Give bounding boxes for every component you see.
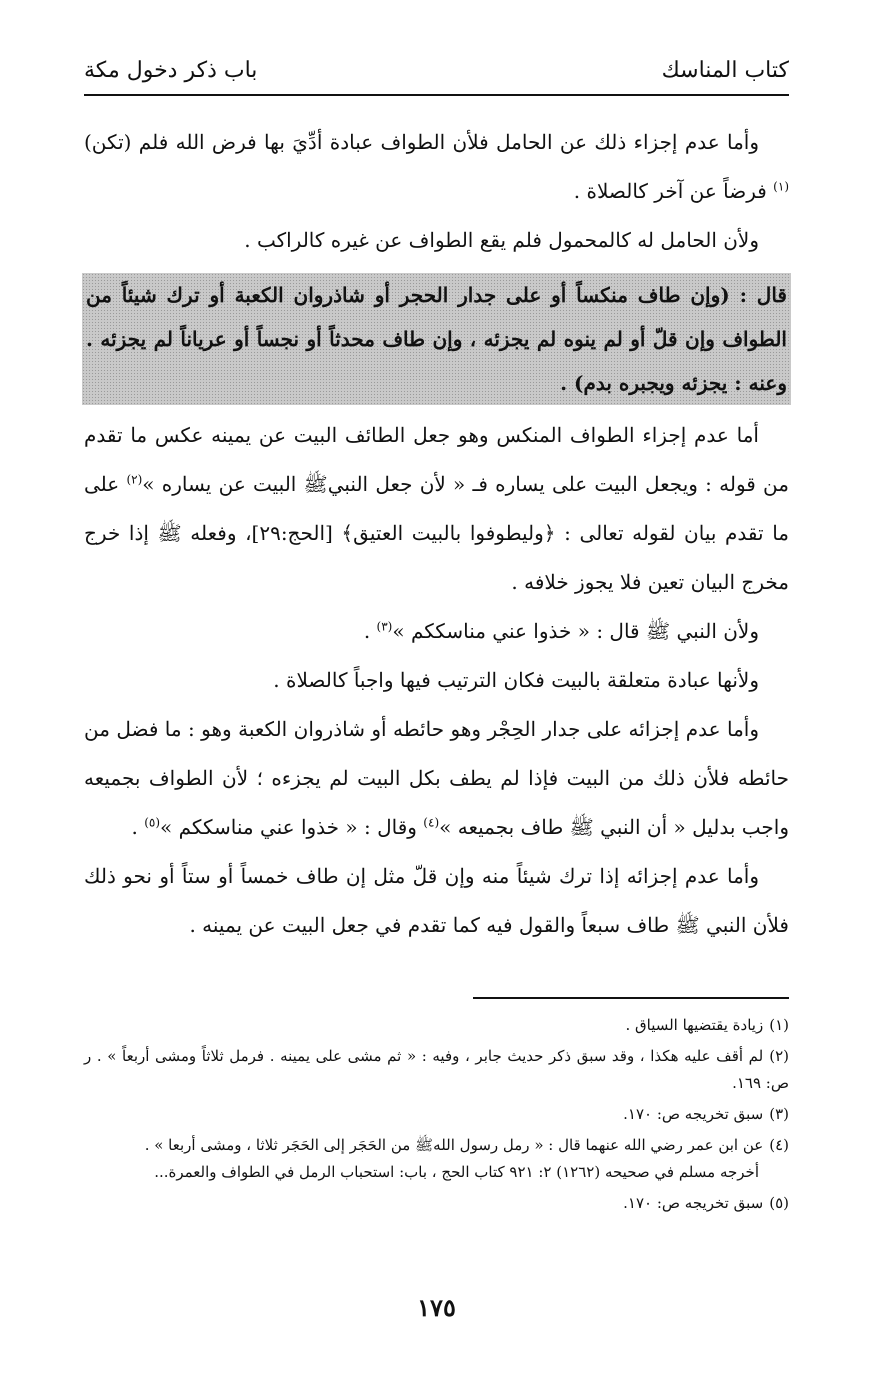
paragraph-3-text-a: أما عدم إجزاء الطواف المنكس وهو جعل الطائف البيت عن يمينه عكس ما تقدم من قوله : ويجعل البيت على يساره فـ « لأن جعل النبيﷺ البيت عن يساره » bbox=[84, 423, 789, 496]
footnote-4-continuation: أخرجه مسلم في صحيحه (١٢٦٢) ٢: ٩٢١ كتاب الحج ، باب: استحباب الرمل في الطواف والعمرة... bbox=[154, 1163, 759, 1181]
footnote-ref-3: (٣) bbox=[376, 619, 393, 634]
paragraph-1 bbox=[84, 118, 789, 216]
paragraph-4-text-b: . bbox=[363, 619, 377, 643]
footnote-number: (١) bbox=[769, 1016, 789, 1034]
footnote-ref-5: (٥) bbox=[144, 815, 161, 830]
footnote-text: زيادة يقتضيها السياق . bbox=[625, 1016, 764, 1034]
paragraph-7: وأما عدم إجزائه إذا ترك شيئاً منه وإن قلّ مثل إن طاف خمساً أو ستاً أو نحو ذلك فلأن النبي ﷺ طاف سبعاً والقول فيه كما تقدم في جعل البيت عن يمينه . bbox=[84, 864, 789, 937]
book-title: كتاب المناسك bbox=[661, 58, 789, 83]
paragraph-6-text-a: وأما عدم إجزائه على جدار الحِجْر وهو حائطه أو شاذروان الكعبة وهو : ما فضل من حائطه فلأن ذلك من البيت فإذا لم يطف بكل البيت لم يجزءه ؛ لأن الطواف بجميعه واجب بدليل « أن النبي ﷺ طاف بجميعه » bbox=[84, 717, 789, 839]
footnote-text: لم أقف عليه هكذا ، وقد سبق ذكر حديث جابر ، وفيه : « ثم مشى على يمينه . فرمل ثلاثاً ومشى أربعاً » . ر ص: ١٦٩. bbox=[84, 1047, 789, 1092]
main-text bbox=[84, 118, 789, 950]
paragraph-6-text-b: وقال : « خذوا عني مناسككم » bbox=[160, 815, 424, 839]
footnote-number: (٣) bbox=[769, 1105, 789, 1123]
paragraph-1-text-b: فرضاً عن آخر كالصلاة . bbox=[573, 179, 774, 203]
quoted-matn-text: قال : (وإن طاف منكساً أو على جدار الحجر أو شاذروان الكعبة أو ترك شيئاً من الطواف وإن قلّ أو لم ينوه لم يجزئه ، وإن طاف محدثاً أو نجساً أو عرياناً لم يجزئه . وعنه : يجزئه ويجبره بدم) . bbox=[86, 283, 787, 395]
paragraph-6 bbox=[84, 705, 789, 852]
footnote-text: عن ابن عمر رضي الله عنهما قال : « رمل رسول اللهﷺ من الحَجَر إلى الحَجَر ثلاثا ، ومشى أربعا » . bbox=[144, 1136, 764, 1154]
quoted-matn-block bbox=[82, 273, 791, 405]
footnote-1 bbox=[84, 1012, 789, 1039]
paragraph-6-text-c: . bbox=[131, 815, 145, 839]
paragraph-2: ولأن الحامل له كالمحمول فلم يقع الطواف عن غيره كالراكب . bbox=[244, 228, 759, 252]
footnote-ref-4: (٤) bbox=[423, 815, 440, 830]
paragraph-4 bbox=[84, 607, 789, 656]
footnote-text: سبق تخريجه ص: ١٧٠. bbox=[623, 1105, 764, 1123]
footnotes bbox=[84, 1012, 789, 1221]
footnote-4 bbox=[84, 1132, 789, 1159]
footnote-text: سبق تخريجه ص: ١٧٠. bbox=[623, 1194, 764, 1212]
footnote-number: (٤) bbox=[769, 1136, 789, 1154]
header-divider bbox=[84, 94, 789, 96]
paragraph-3-text-b: على ما تقدم بيان لقوله تعالى : ﴿وليطوفوا بالبيت العتيق﴾ [الحج:٢٩]، وفعله ﷺ إذا خرج مخرج البيان تعين فلا يجوز خلافه . bbox=[84, 472, 789, 594]
footnote-divider bbox=[473, 997, 789, 999]
footnote-5 bbox=[84, 1190, 789, 1217]
page-number: ١٧٥ bbox=[417, 1293, 456, 1322]
paragraph-1-text-a: وأما عدم إجزاء ذلك عن الحامل فلأن الطواف عبادة أدِّيَ بها فرض الله فلم (تكن) bbox=[84, 130, 759, 154]
footnote-number: (٥) bbox=[769, 1194, 789, 1212]
footnote-2 bbox=[84, 1043, 789, 1097]
footnote-3 bbox=[84, 1101, 789, 1128]
chapter-title: باب ذكر دخول مكة bbox=[84, 58, 258, 83]
footnote-ref-1: (١) bbox=[773, 179, 789, 194]
footnote-number: (٢) bbox=[769, 1047, 789, 1065]
paragraph-4-text-a: ولأن النبي ﷺ قال : « خذوا عني مناسككم » bbox=[392, 619, 759, 643]
footnote-ref-2: (٢) bbox=[126, 472, 143, 487]
paragraph-3 bbox=[84, 411, 789, 607]
paragraph-5: ولأنها عبادة متعلقة بالبيت فكان الترتيب فيها واجباً كالصلاة . bbox=[273, 668, 759, 692]
running-header bbox=[84, 52, 789, 92]
